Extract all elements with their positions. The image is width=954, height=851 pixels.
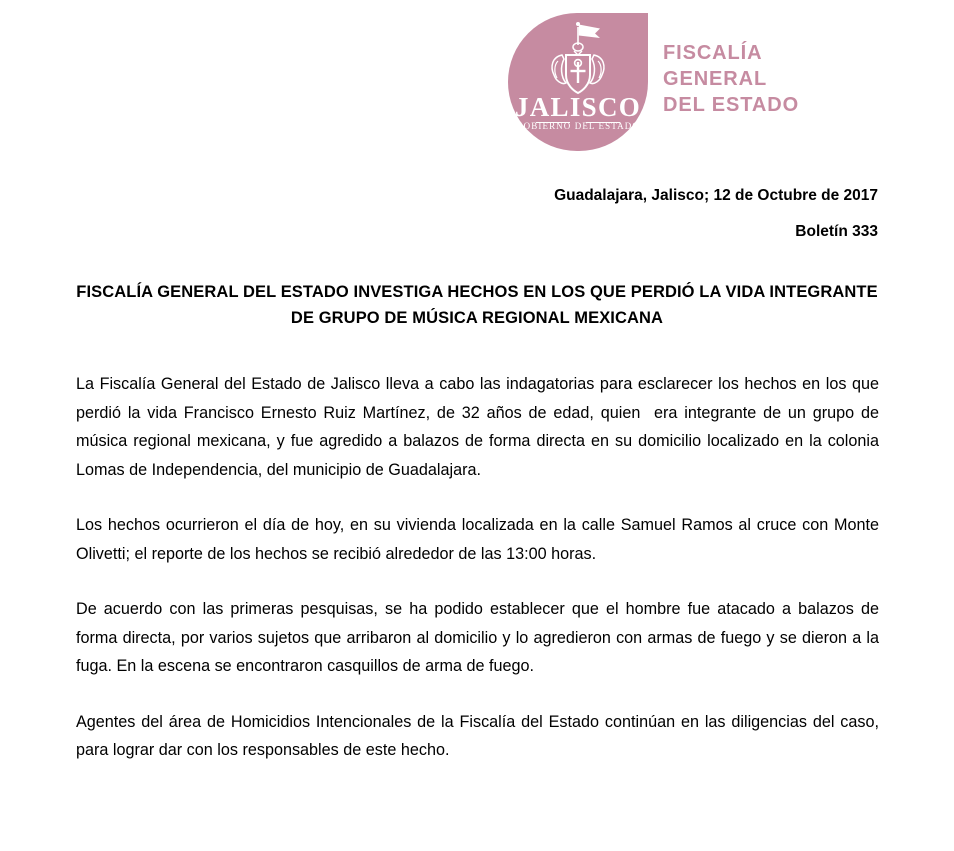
- logo-wordmark: JALISCO: [514, 92, 642, 122]
- organization-name-line-2: GENERAL: [663, 68, 768, 90]
- logo-drop-shape: [508, 13, 648, 151]
- body-paragraph: Los hechos ocurrieron el día de hoy, en su vivienda localizada en la calle Samuel Ramos al cruce con Monte Olivetti; el reporte de los hechos se recibió alrededor de las 13:00 horas.: [76, 516, 884, 563]
- document-header: [0, 0, 954, 175]
- organization-name-line-3: DEL ESTADO: [663, 94, 800, 116]
- place-and-date: Guadalajara, Jalisco; 12 de Octubre de 2017: [554, 187, 878, 204]
- document-body: [76, 370, 884, 765]
- organization-name: [663, 40, 799, 118]
- body-paragraph: De acuerdo con las primeras pesquisas, se ha podido establecer que el hombre fue atacado a balazos de forma directa, por varios sujetos que arribaron al domicilio y lo agredieron con armas de fuego y se dieron a la fuga. En la escena se encontraron casquillos de arma de fuego.: [76, 600, 884, 675]
- jalisco-crest-icon: [536, 21, 620, 97]
- page-title: FISCALÍA GENERAL DEL ESTADO INVESTIGA HECHOS EN LOS QUE PERDIÓ LA VIDA INTEGRANTE DE GRUPO DE MÚSICA REGIONAL MEXICANA: [76, 283, 878, 327]
- organization-name-line-1: FISCALÍA: [663, 42, 763, 64]
- jalisco-logo: [508, 13, 848, 163]
- logo-wordmark-group: [508, 93, 648, 132]
- logo-subwordmark: GOBIERNO DEL ESTADO: [516, 121, 640, 131]
- bulletin-number: Boletín 333: [795, 223, 878, 240]
- body-paragraph: La Fiscalía General del Estado de Jalisco lleva a cabo las indagatorias para esclarecer los hechos en los que perdió la vida Francisco Ernesto Ruiz Martínez, de 32 años de edad, quien era integrante de un grupo de música regional mexicana, y fue agredido a balazos de forma directa en su domicilio localizado en la colonia Lomas de Independencia, del municipio de Guadalajara.: [76, 375, 884, 479]
- document-meta: [76, 185, 878, 243]
- body-paragraph: Agentes del área de Homicidios Intencionales de la Fiscalía del Estado continúan en las diligencias del caso, para lograr dar con los responsables de este hecho.: [76, 712, 884, 759]
